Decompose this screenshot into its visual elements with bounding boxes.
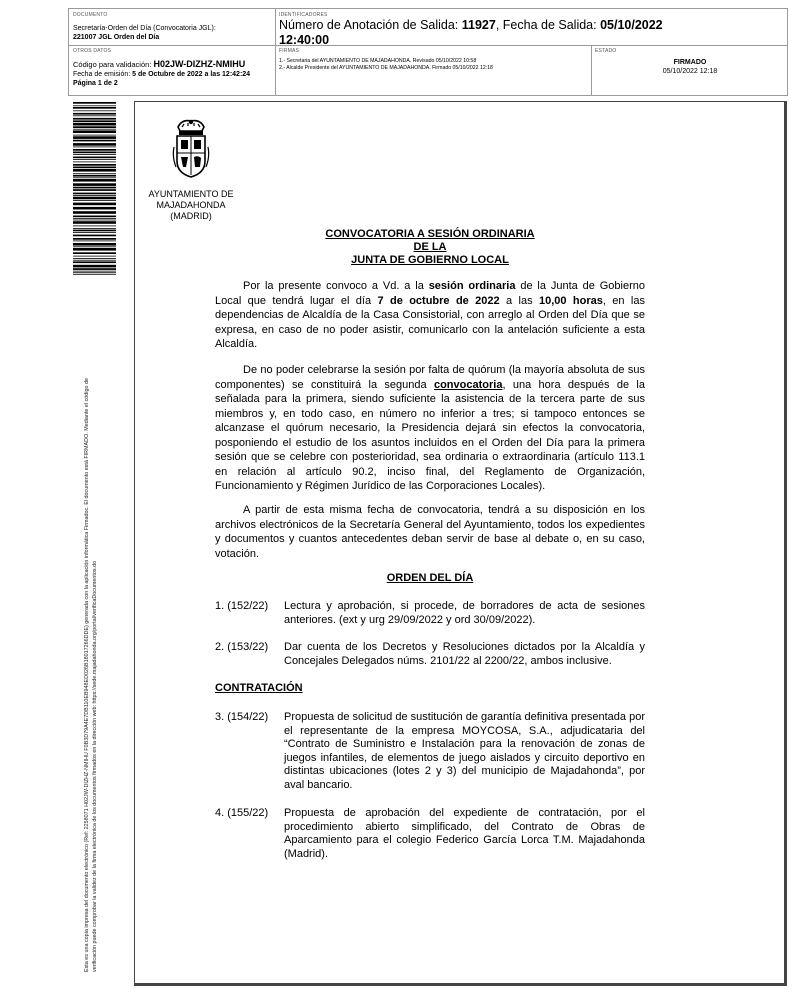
barcode-bar xyxy=(73,200,116,201)
barcode-bar xyxy=(73,129,116,130)
divider xyxy=(591,45,592,95)
barcode-bar xyxy=(73,162,116,163)
barcode-bar xyxy=(73,230,116,232)
identificadores-label: IDENTIFICADORES xyxy=(279,12,328,18)
barcode-bar xyxy=(73,167,116,169)
title-line3: JUNTA DE GOBIERNO LOCAL xyxy=(351,254,509,266)
barcode-bar xyxy=(73,159,116,160)
barcode-bar xyxy=(73,261,116,263)
divider xyxy=(275,9,276,95)
estado-cell xyxy=(595,48,785,76)
firmas-label: FIRMAS xyxy=(279,48,300,54)
barcode-bar xyxy=(73,268,116,270)
barcode-bar xyxy=(73,216,116,218)
barcode-bar xyxy=(73,113,116,115)
barcode-bar xyxy=(73,107,116,109)
barcode-bar xyxy=(73,235,116,237)
contratacion-heading: CONTRATACIÓN xyxy=(215,682,303,694)
barcode-bar xyxy=(73,189,116,191)
documento-line1: Secretaría-Orden del Día (Convocatoria JGL): xyxy=(73,25,216,32)
barcode-bar xyxy=(73,228,116,229)
barcode-bar xyxy=(73,154,116,155)
barcode-bar xyxy=(73,115,116,116)
barcode-bar xyxy=(73,258,116,259)
barcode-bar xyxy=(73,271,116,272)
barcode-bar xyxy=(73,220,116,221)
barcode-bar xyxy=(73,256,116,257)
title-line1: CONVOCATORIA A SESIÓN ORDINARIA xyxy=(325,228,535,240)
otros-label: OTROS DATOS xyxy=(73,48,112,54)
barcode-bar xyxy=(73,169,116,172)
barcode-bar xyxy=(73,147,116,148)
documento-line2: 221007 JGL Orden del Día xyxy=(73,34,160,41)
agenda-item-text: Lectura y aprobación, si procede, de borradores de acta de sesiones anteriores. (ext y urg 29/09/2022 y ord 30/09/2022). xyxy=(284,600,645,626)
agenda-item-number: 1. (152/22) xyxy=(215,600,269,612)
estado-fecha: 05/10/2022 12:18 xyxy=(662,68,718,75)
orden-del-dia-heading: ORDEN DEL DÍA xyxy=(386,572,474,584)
agenda-item-number: 4. (155/22) xyxy=(215,807,269,819)
documento-label: DOCUMENTO xyxy=(73,12,108,18)
barcode-bar xyxy=(73,143,116,146)
barcode-bar xyxy=(73,149,116,151)
barcode-bar xyxy=(73,232,116,233)
barcode-bar xyxy=(73,135,116,136)
barcode-bar xyxy=(73,157,116,159)
firmas-cell xyxy=(279,48,589,72)
agenda-item-text: Dar cuenta de los Decretos y Resoluciones dictados por la Alcaldía y Concejales Delegados núms. 2101/22 al 2200/22, ambos inclusive. xyxy=(284,641,645,667)
pagina: Página 1 de 2 xyxy=(73,80,118,87)
barcode-bar xyxy=(73,173,116,174)
agenda-item xyxy=(215,807,645,867)
barcode-bar xyxy=(73,211,116,214)
barcode-bar xyxy=(73,203,116,206)
barcode-bar xyxy=(73,195,116,196)
barcode-bar xyxy=(73,252,116,254)
barcode-bar xyxy=(73,193,116,195)
ayuntamiento-block xyxy=(141,189,241,222)
org-line2: MAJADAHONDA xyxy=(156,200,226,210)
document-title xyxy=(300,228,560,267)
barcode-bar xyxy=(73,120,116,122)
barcode-bar xyxy=(73,136,116,139)
barcode-bar xyxy=(73,197,116,200)
agenda-item xyxy=(215,600,645,630)
barcode-bar xyxy=(73,238,116,240)
barcode-bar xyxy=(73,105,116,106)
barcode-bar xyxy=(73,265,116,268)
agenda-item-text: Propuesta de solicitud de sustitución de garantía definitiva presentada por el representante de la empresa MOYCOSA, S.A., adjudicataria del “Contrato de Suministro e Instalación para la renovación de zonas de juegos infantiles, de elementos de juego aislados y circuito deportivo en distintas ubicaciones (lotes 2 y 3) del municipio de Majadahonda”, por aval bancario. xyxy=(284,711,645,791)
barcode-bar xyxy=(73,152,116,154)
estado-label: ESTADO xyxy=(595,48,617,54)
barcode-bar xyxy=(73,221,116,224)
anotacion-hora: 12:40:00 xyxy=(279,33,330,47)
barcode-bar xyxy=(73,183,116,186)
title-line2: DE LA xyxy=(413,241,447,253)
paragraph-archivos: A partir de esta misma fecha de convocatoria, tendrá a su disposición en los archivos electrónicos de la Secretaría General del Ayuntamiento, todos los expedientes y documentos y cuantos antecedentes deban servir de base al debate o, en su caso, votación. xyxy=(215,504,645,560)
paragraph-quorum: De no poder celebrarse la sesión por falta de quórum (la mayoría absoluta de sus componentes) se constituirá la segunda convocatoria, una hora después de la señalada para la primera, siendo suficiente la asistencia de la tercera parte de sus miembros y, en todo caso, en número no inferior a tres; si tampoco entonces se alcanzase el quórum necesario, la Presidencia dejará sin efectos la convocatoria, posponiendo el estudio de los asuntos incluidos en el Orden del Día para la primera sesión que se celebre con posterioridad, sea ordinaria o extraordinaria (artículo 113.1 en relación al artículo 90.2, inciso final, del Reglamento de Organización, Funcionamiento y Régimen Jurídico de las Corporaciones Locales). xyxy=(215,364,645,492)
coat-of-arms-icon xyxy=(172,117,210,183)
barcode-bar xyxy=(73,248,116,251)
barcode-bar xyxy=(73,102,116,104)
org-line1: AYUNTAMIENTO DE xyxy=(148,189,234,199)
barcode-bar xyxy=(73,164,116,166)
barcode-bar xyxy=(73,177,116,178)
otros-datos-cell xyxy=(73,48,273,88)
anotacion-line: Número de Anotación de Salida: 11927, Fecha de Salida: 05/10/2022 xyxy=(279,18,663,32)
agenda-item-text: Propuesta de aprobación del expediente de contratación, por el procedimiento abierto simplificado, del Contrato de Obras de Aparcamiento para el colegio Federico García Lorca T.M. Majadahonda (Madrid). xyxy=(284,807,645,860)
barcode-bar xyxy=(73,274,116,275)
side-text-line2: verificación puede comprobar la validez de la firma electrónica de los documentos firmados en la dirección web: https://sede.majadahonda.org/portal/verificaDocumentos.do xyxy=(91,560,98,972)
barcode-bar xyxy=(73,123,116,126)
side-text-line1: Esta es una copia impresa del documento electrónico (Ref: 2258071 H02JW-DIZHZ-NMIHU F0B3D79A4E7DB110EB948ED026B18017266DDE) generada con la aplicación informática Firmadoc. El documento está FIRMADO. Mediante el código de xyxy=(84,378,90,972)
paragraph-convocatoria: Por la presente convoco a Vd. a la sesión ordinaria de la Junta de Gobierno Local que tendrá lugar el día 7 de octubre de 2022 a las 10,00 horas, en las dependencias de Alcaldía de la Casa Consistorial, con arreglo al Orden del Día que se expresa, en caso de no poder asistir, comunicarlo con la antelación suficiente a esta Alcaldía. xyxy=(215,280,645,350)
agenda-item xyxy=(215,711,645,796)
verification-side-text xyxy=(84,302,114,972)
barcode-bar xyxy=(73,260,116,261)
barcode-bar xyxy=(73,207,116,210)
barcode-bar xyxy=(73,130,116,133)
barcode-bar xyxy=(73,246,116,247)
barcode-bar xyxy=(73,140,116,142)
estado-value: FIRMADO xyxy=(673,59,707,66)
barcode-bar xyxy=(73,272,116,273)
fecha-emision: Fecha de emisión: 5 de Octubre de 2022 a las 12:42:24 xyxy=(73,71,251,78)
codigo-validacion[interactable]: Código para validación: H02JW-DIZHZ-NMIHU xyxy=(73,59,246,69)
firma-1: 1.- Secretaria del AYUNTAMIENTO DE MAJADAHONDA. Revisado 05/10/2022 10:58 xyxy=(279,58,477,64)
barcode-bar xyxy=(73,241,116,242)
barcode-bar xyxy=(73,118,116,120)
identificadores-cell xyxy=(279,12,784,48)
agenda-item-number: 2. (153/22) xyxy=(215,641,269,653)
org-line3: (MADRID) xyxy=(170,211,212,221)
agenda-item-number: 3. (154/22) xyxy=(215,711,269,723)
barcode-bar xyxy=(73,226,116,227)
barcode-bar xyxy=(73,110,116,111)
firma-2: 2.- Alcalde Presidente del AYUNTAMIENTO DE MAJADAHONDA. Firmado 05/10/2022 12:18 xyxy=(279,65,493,71)
agenda-item xyxy=(215,641,645,671)
barcode-bar xyxy=(73,179,116,182)
barcode-bar xyxy=(73,126,116,128)
barcode-icon xyxy=(73,102,116,275)
barcode-bar xyxy=(73,218,116,219)
document-header-table xyxy=(68,8,788,96)
barcode-bar xyxy=(73,187,116,189)
documento-cell xyxy=(73,12,273,42)
barcode-bar xyxy=(73,175,116,177)
barcode-bar xyxy=(73,243,116,246)
